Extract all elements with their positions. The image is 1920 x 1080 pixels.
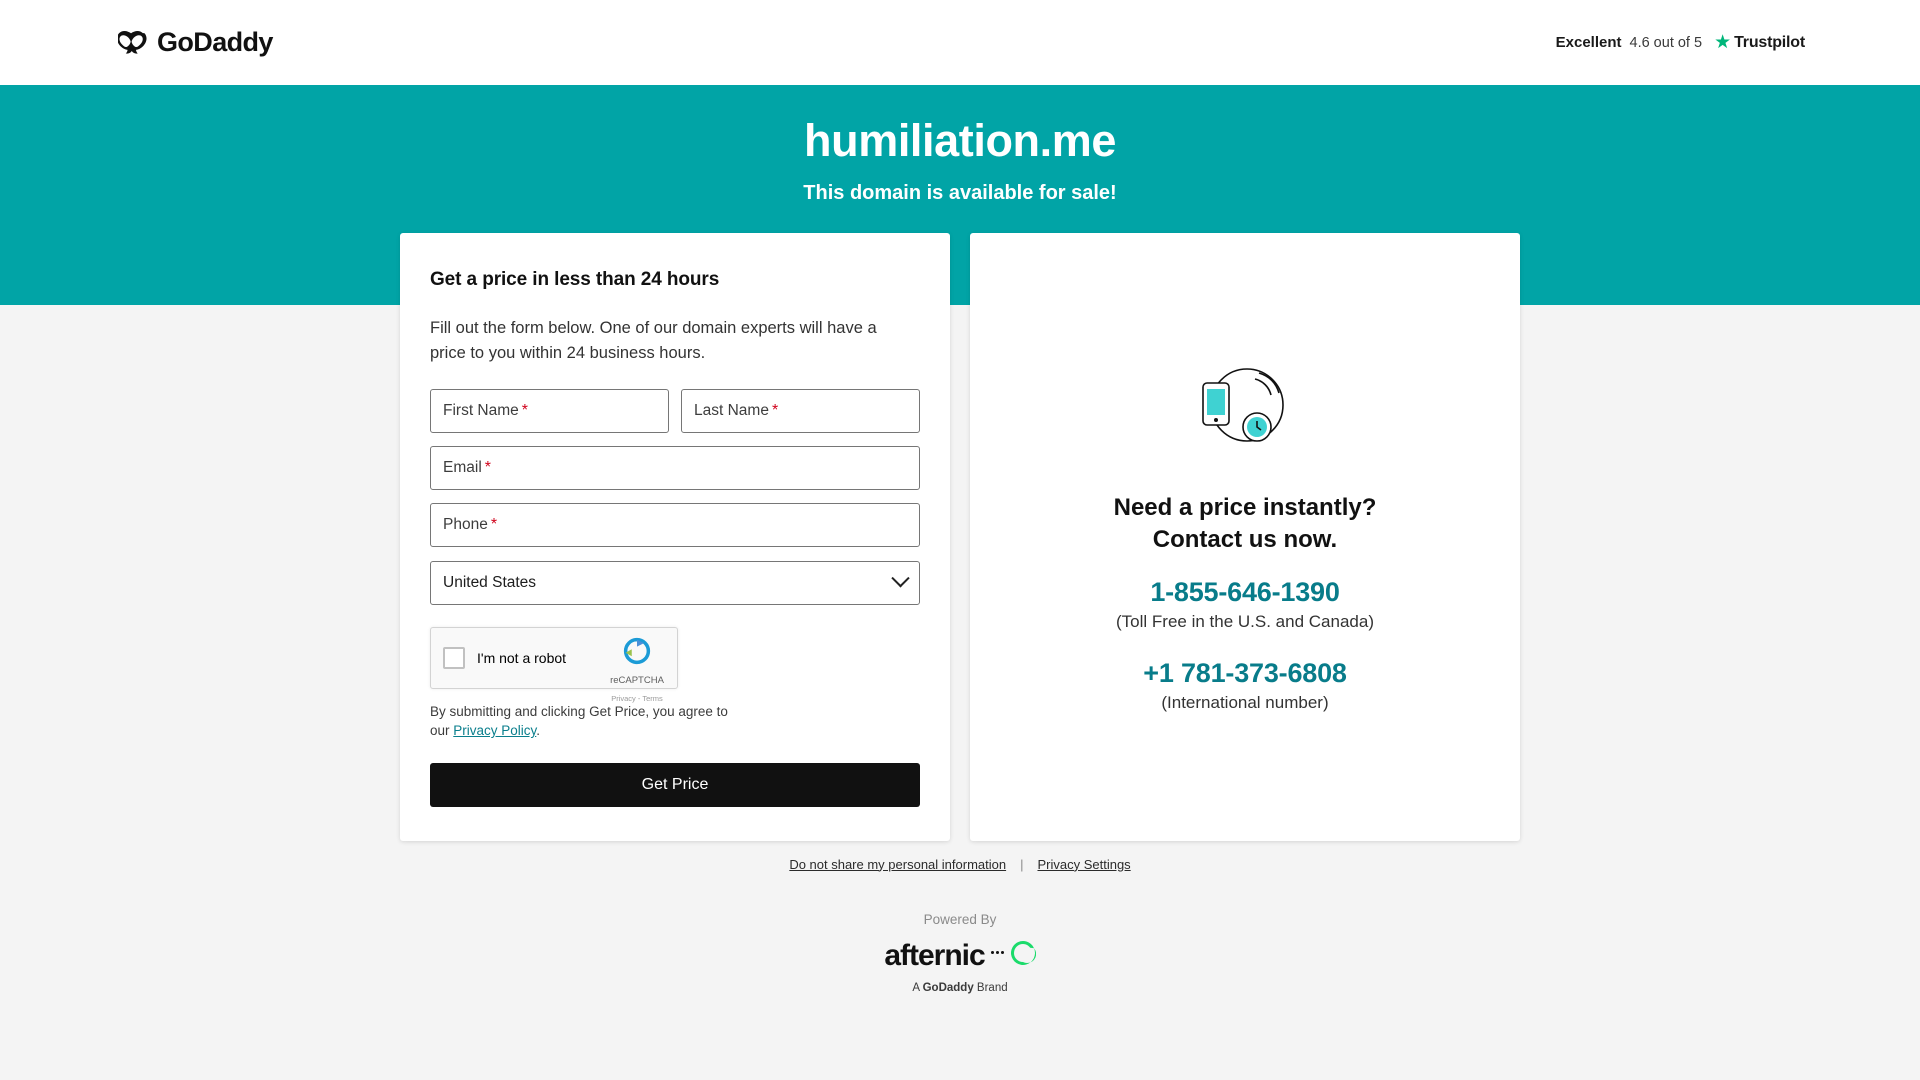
recaptcha-brand-name: reCAPTCHA (610, 674, 664, 686)
form-title: Get a price in less than 24 hours (430, 269, 720, 290)
powered-by-section (0, 912, 1920, 994)
afternic-swirl-icon (1010, 940, 1036, 971)
contact-heading-line2: Contact us now. (1152, 526, 1338, 554)
afternic-dots-icon (991, 951, 1004, 954)
brand-line-name: GoDaddy (922, 981, 974, 994)
trustpilot-star-icon: ★ (1714, 32, 1732, 53)
phone-toll-free-note: (Toll Free in the U.S. and Canada) (1116, 611, 1374, 631)
phone-clock-illustration-icon (1185, 361, 1305, 456)
first-name-field[interactable] (430, 389, 669, 433)
afternic-logo[interactable] (0, 939, 1920, 973)
last-name-required-mark: * (771, 401, 779, 419)
terms-prefix: By submitting and clicking Get Price, you agree to our (430, 703, 728, 739)
get-price-button[interactable]: Get Price (430, 763, 920, 807)
godaddy-logo-icon (118, 28, 148, 58)
recaptcha-brand (606, 637, 668, 706)
recaptcha-widget[interactable] (430, 627, 678, 703)
afternic-wordmark: afternic (884, 938, 985, 972)
contact-card (970, 233, 1520, 841)
brand-line-suffix: Brand (973, 981, 1008, 994)
last-name-label: Last Name (694, 401, 769, 419)
first-name-required-mark: * (521, 401, 529, 419)
phone-label: Phone (443, 515, 488, 533)
email-label: Email (443, 458, 482, 476)
hero-subtitle: This domain is available for sale! (803, 182, 1117, 205)
country-select[interactable] (430, 561, 920, 605)
contact-heading-line1: Need a price instantly? (1113, 493, 1377, 521)
phone-international-link[interactable]: +1 781-373-6808 (1143, 657, 1347, 688)
email-field-row (430, 446, 920, 490)
contact-heading (1114, 492, 1377, 557)
footer-links (0, 857, 1920, 872)
name-field-row (430, 389, 920, 433)
email-field[interactable] (430, 446, 920, 490)
terms-text (430, 702, 750, 741)
email-required-mark: * (484, 458, 491, 476)
phone-field[interactable] (430, 503, 920, 547)
trustpilot-score: 4.6 out of 5 (1629, 34, 1703, 51)
phone-toll-free-link[interactable]: 1-855-646-1390 (1150, 576, 1340, 607)
form-description: Fill out the form below. One of our domain experts will have a price to you within 24 business hours. (430, 319, 877, 362)
godaddy-wordmark: GoDaddy (157, 27, 273, 57)
trustpilot-name: Trustpilot (1734, 33, 1805, 51)
price-request-form-card (400, 233, 950, 841)
trustpilot-rating[interactable] (1556, 33, 1805, 52)
chevron-down-icon (891, 569, 909, 587)
last-name-field[interactable] (681, 389, 920, 433)
recaptcha-links[interactable]: Privacy - Terms (611, 693, 663, 703)
recaptcha-label: I'm not a robot (477, 649, 567, 666)
recaptcha-checkbox[interactable] (443, 647, 465, 669)
privacy-settings-link[interactable]: Privacy Settings (1037, 856, 1131, 872)
trustpilot-brand (1714, 33, 1805, 52)
terms-suffix: . (536, 723, 541, 739)
powered-by-label: Powered By (923, 911, 997, 927)
cards-container (0, 233, 1920, 841)
privacy-policy-link[interactable]: Privacy Policy (453, 723, 537, 739)
godaddy-logo[interactable] (118, 27, 273, 58)
afternic-brand-line (0, 982, 1920, 994)
phone-field-row (430, 503, 920, 547)
trustpilot-rating-word: Excellent (1555, 34, 1622, 51)
country-select-value: United States (443, 573, 537, 591)
phone-international-note: (International number) (1161, 692, 1329, 712)
first-name-label: First Name (443, 401, 519, 419)
page-title: humiliation.me (804, 115, 1116, 166)
phone-required-mark: * (490, 515, 498, 533)
do-not-share-link[interactable]: Do not share my personal information (789, 856, 1007, 872)
site-header (0, 0, 1920, 85)
footer-separator: | (1020, 856, 1024, 872)
brand-line-prefix: A (912, 981, 923, 994)
recaptcha-logo-icon (623, 652, 651, 669)
